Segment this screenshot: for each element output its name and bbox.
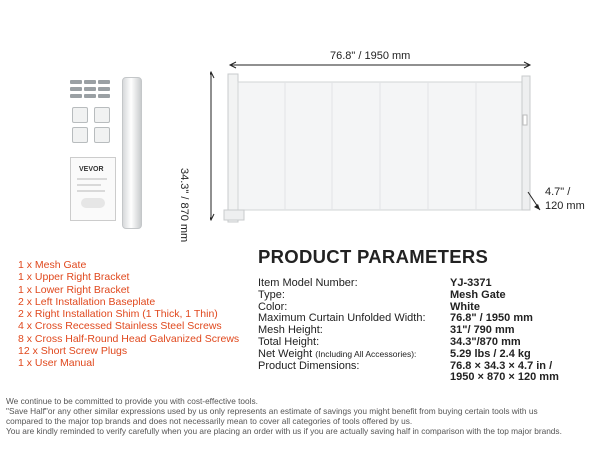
footnotes [6,396,596,436]
screw [84,94,96,98]
screw [70,94,82,98]
param-value: YJ-3371 [450,277,492,289]
param-label: Total Height: [258,335,320,348]
screw [98,94,110,98]
param-value: 5.29 lbs / 2.4 kg [450,347,531,360]
list-item: 2 x Right Installation Shim (1 Thick, 1 Thin) [18,308,218,321]
bracket [72,107,88,123]
parameters-title: PRODUCT PARAMETERS [258,246,489,267]
list-item: 12 x Short Screw Plugs [18,345,128,358]
gate-left-post [228,74,238,222]
param-value: 76.8" / 1950 mm [450,312,533,325]
param-label: Maximum Curtain Unfolded Width: [258,312,426,325]
list-item: 4 x Cross Recessed Stainless Steel Screws [18,320,222,333]
list-item: 1 x Upper Right Bracket [18,271,130,284]
bracket [94,127,110,143]
footnote: You are kindly reminded to verify carefully when you are placing an order with us if you are actually saving half in comparison with the top major brands. [6,426,562,436]
screw [98,87,110,91]
bracket [94,107,110,123]
param-label: Type: [258,288,285,301]
bracket [72,127,88,143]
param-value: 31"/ 790 mm [450,324,515,337]
footnote: compared to the major top brands and does not necessarily mean to cover all categories of tools offered by us. [6,416,413,426]
list-item: 2 x Left Installation Baseplate [18,295,156,308]
screw [84,80,96,84]
depth-dimension-label-2: 120 mm [545,200,585,212]
gate-right-post [522,76,530,210]
footnote: "Save Half"or any other similar expressions used by us only represents an estimate of savings you might benefit from buying certain tools with us [6,406,538,416]
user-manual [70,157,116,221]
param-value: 1950 × 870 × 120 mm [450,371,559,384]
param-label: Item Model Number: [258,277,358,289]
manual-brand: VEVOR [79,166,104,173]
param-label: Net Weight (Including All Accessories): [258,347,417,360]
screw [84,87,96,91]
depth-dimension-label-1: 4.7" / [545,186,571,198]
screw [98,80,110,84]
list-item: 1 x Mesh Gate [18,259,87,271]
gate-base [224,210,244,220]
list-item: 8 x Cross Half-Round Head Galvanized Screws [18,332,240,345]
gate-cassette-rod [122,77,142,229]
list-item: 1 x User Manual [18,357,95,370]
screw [70,80,82,84]
width-dimension-label: 76.8" / 1950 mm [330,50,411,62]
param-value: 34.3"/870 mm [450,335,521,348]
param-label: Mesh Height: [258,324,323,337]
list-item: 1 x Lower Right Bracket [18,283,130,296]
param-value: 76.8 × 34.3 × 4.7 in / [450,359,553,372]
param-value: Mesh Gate [450,288,506,301]
parts-image [62,72,162,232]
screw [70,87,82,91]
height-dimension-label: 34.3" / 870 mm [178,168,190,243]
param-value: White [450,300,480,313]
part-list [18,259,258,370]
gate-mesh [238,82,526,210]
footnote: We continue to be committed to provide you with cost-effective tools. [6,396,258,406]
param-label: Product Dimensions: [258,359,360,372]
param-label: Color: [258,300,288,313]
manual-graphic [81,198,105,208]
gate-dimension-image [210,60,590,230]
